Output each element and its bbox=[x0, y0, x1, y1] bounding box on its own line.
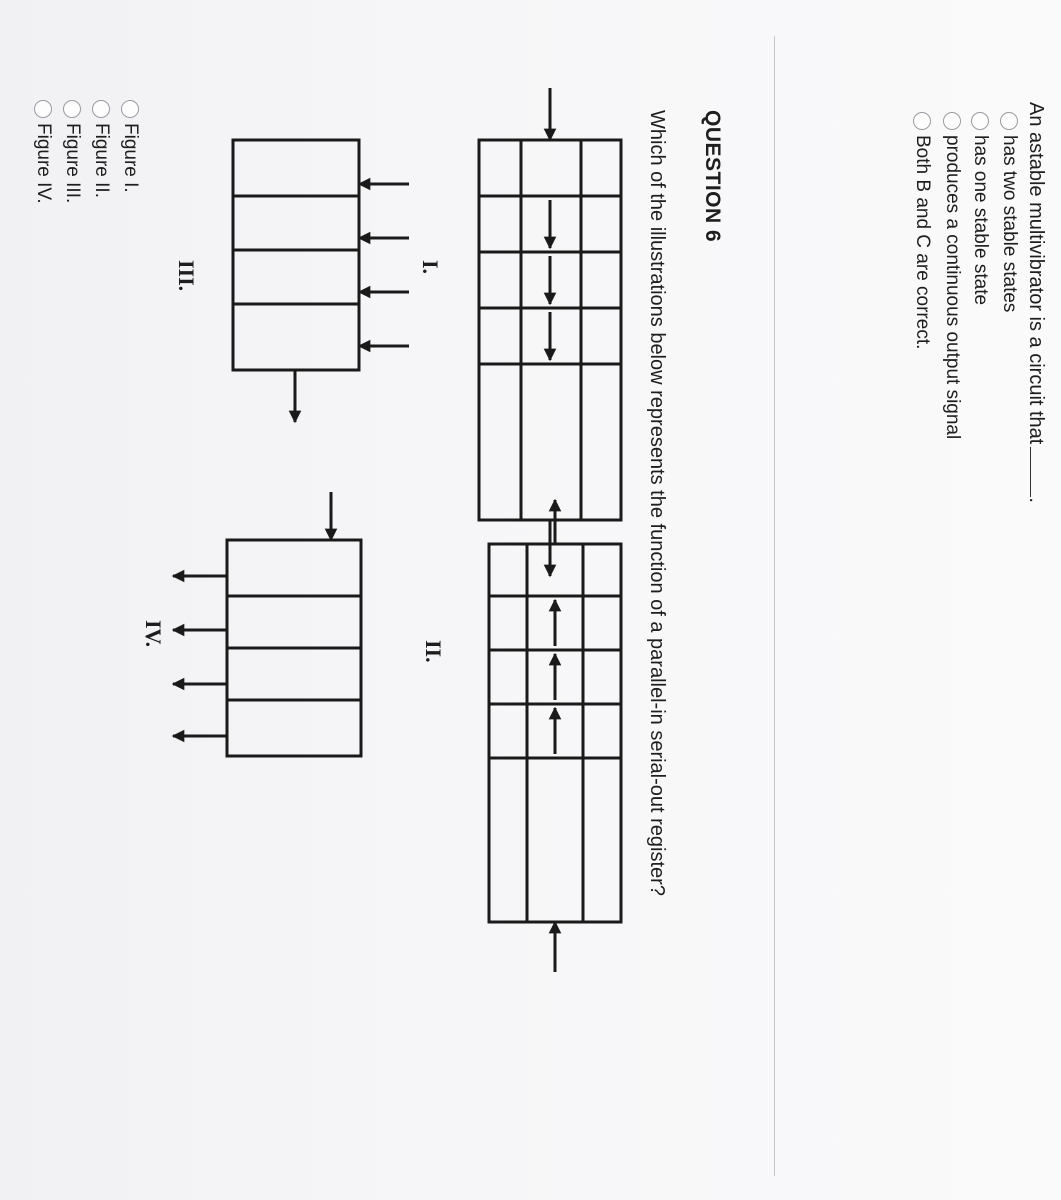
q6-option-figure-iv-label: Figure IV. bbox=[33, 123, 54, 204]
question-5-prompt: An astable multivibrator is a circuit that. bbox=[1025, 102, 1047, 503]
q6-option-figure-iv[interactable] bbox=[32, 100, 54, 204]
q6-option-figure-iii-label: Figure III. bbox=[62, 123, 83, 204]
figure-iii-label: III. bbox=[174, 260, 199, 292]
question-text: Which of the illustrations below represents the function of a parallel-in serial-out register? bbox=[646, 110, 668, 896]
q5-option-b-label: has one stable state bbox=[970, 135, 991, 306]
q5-option-d-label: Both B and C are correct. bbox=[912, 135, 933, 350]
radio-button[interactable] bbox=[121, 100, 139, 118]
radio-button[interactable] bbox=[63, 100, 81, 118]
figure-i-diagram bbox=[479, 88, 621, 576]
q6-option-figure-ii[interactable] bbox=[90, 100, 112, 198]
q6-option-figure-iii[interactable] bbox=[61, 100, 83, 203]
figure-ii-label: II. bbox=[421, 640, 446, 663]
question-5-prompt-text: An astable multivibrator is a circuit that bbox=[1025, 102, 1047, 445]
figure-iii-register bbox=[233, 140, 359, 370]
q5-option-c-label: produces a continuous output signal bbox=[942, 135, 963, 440]
figure-ii-diagram bbox=[489, 500, 621, 972]
figure-i-label: I. bbox=[418, 260, 443, 275]
q6-option-figure-i-label: Figure I. bbox=[120, 123, 141, 193]
q6-option-figure-i[interactable] bbox=[119, 100, 141, 193]
figure-iii-diagram bbox=[233, 140, 409, 422]
q5-option-a-label: has two stable states bbox=[999, 135, 1020, 313]
radio-button[interactable] bbox=[92, 100, 110, 118]
figure-iv-diagram bbox=[173, 492, 361, 756]
q6-option-figure-ii-label: Figure II. bbox=[91, 123, 112, 198]
radio-button[interactable] bbox=[34, 100, 52, 118]
figure-iv-label: IV. bbox=[141, 620, 166, 648]
question-title: QUESTION 6 bbox=[701, 110, 724, 243]
